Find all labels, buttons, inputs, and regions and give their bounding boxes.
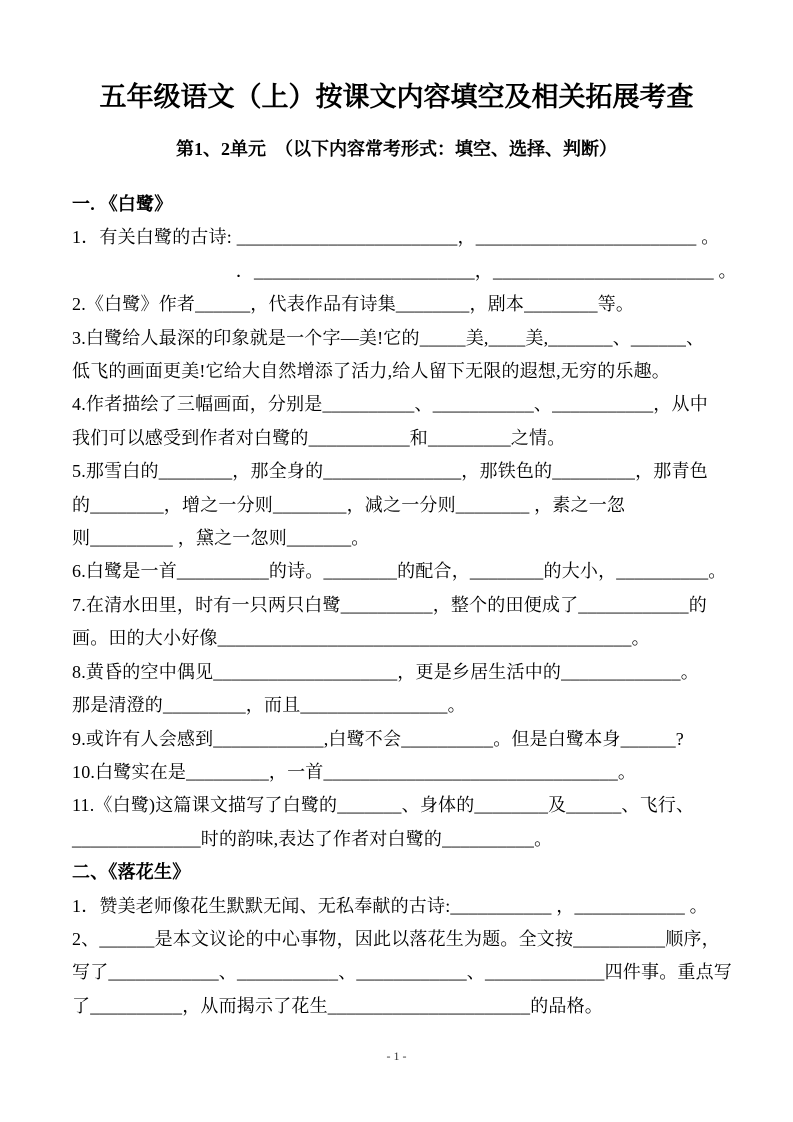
- text-line: 1．有关白鹭的古诗: ________________________，________________________ 。: [72, 227, 720, 248]
- page-number: - 1 -: [386, 1049, 407, 1063]
- text-line: 那是清澄的_________，而且________________。: [72, 695, 466, 716]
- page-subtitle: 第1、2单元 （以下内容常考形式：填空、选择、判断）: [176, 139, 617, 159]
- text-line: ______________时的韵味,表达了作者对白鹭的__________。: [72, 828, 553, 849]
- page-title: 五年级语文（上）按课文内容填空及相关拓展考查: [99, 82, 694, 112]
- text-line: 的________，增之一分则________，减之一分则________ ，素之一忽: [72, 494, 626, 515]
- text-line: 低飞的画面更美!它给大自然增添了活力,给人留下无限的遐想,无穷的乐趣。: [72, 361, 670, 382]
- text-line: 8.黄昏的空中偶见____________________，更是乡居生活中的_____________。: [72, 661, 699, 682]
- text-line: 9.或许有人会感到____________,白鹭不会__________。但是白鹭本身______?: [72, 728, 684, 749]
- text-line: ．________________________，________________________ 。: [72, 260, 737, 281]
- document-body: [72, 188, 738, 1023]
- text-line: 4.作者描绘了三幅画面，分别是__________、___________、___________，从中: [72, 394, 708, 415]
- section-heading-luohuasheng: 二、《落花生》: [72, 862, 191, 883]
- section-heading-bailu: 一. 《白鹭》: [72, 194, 173, 214]
- text-line: 11.《白鹭)这篇课文描写了白鹭的_______、身体的________及______、飞行、: [72, 795, 695, 816]
- text-line: 了__________，从而揭示了花生______________________的品格。: [72, 995, 603, 1016]
- text-line: 5.那雪白的________，那全身的_______________，那铁色的_________，那青色: [72, 461, 708, 482]
- text-line: 则_________ ，黛之一忽则_______。: [72, 528, 370, 549]
- text-line: 2.《白鹭》作者______，代表作品有诗集________，剧本________等。: [72, 294, 635, 315]
- text-line: 我们可以感受到作者对白鹭的___________和_________之情。: [72, 427, 566, 448]
- text-line: 7.在清水田里，时有一只两只白鹭__________，整个的田便成了____________的: [72, 594, 707, 615]
- text-line: 写了____________、___________、____________、_____________四件事。重点写: [72, 962, 732, 983]
- text-line: 6.白鹭是一首__________的诗。________的配合，________的大小，__________。: [72, 561, 727, 582]
- text-line: 1．赞美老师像花生默默无闻、无私奉献的古诗:___________ ，____________ 。: [72, 895, 708, 916]
- text-line: 画。田的大小好像_____________________________________________。: [72, 628, 650, 649]
- text-line: 10.白鹭实在是_________，一首________________________________。: [72, 761, 637, 782]
- text-line: 3.白鹭给人最深的印象就是一个字—美!它的_____美,____美,_______、______、: [72, 327, 705, 348]
- text-line: 2、______是本文议论的中心事物，因此以落花生为题。全文按__________顺序，: [72, 928, 720, 949]
